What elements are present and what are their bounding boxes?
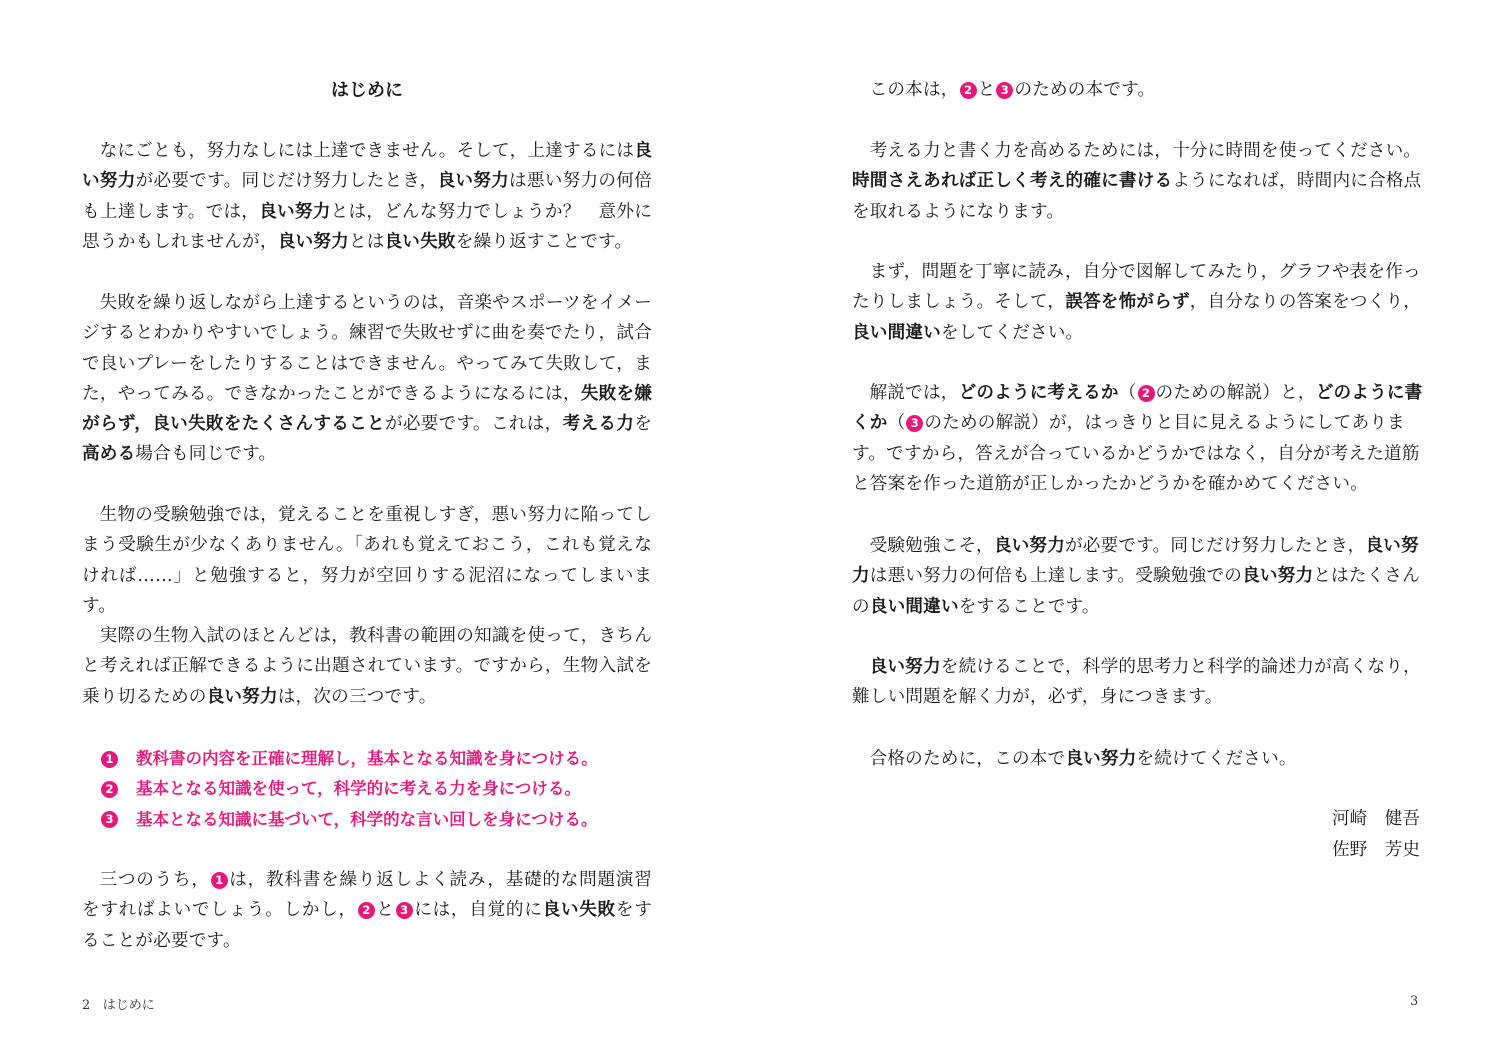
circled-number-icon: 2 — [960, 82, 977, 99]
right-paragraph-5: 受験勉強こそ，良い努力が必要です。同じだけ努力したとき，良い努力は悪い努力の何倍も上達します。受験勉強での良い努力とはたくさんの良い間違いをすることです。 — [852, 535, 1421, 617]
page-title: はじめに — [331, 80, 403, 101]
intro-paragraph-3: 生物の受験勉強では，覚えることを重視しすぎ，悪い努力に陥ってしまう受験生が少なくありません。「あれも覚えておこう，これも覚えなければ……」と勉強すると，努力が空回りする泥沼になってしまいます。 — [82, 505, 652, 616]
running-title: はじめに — [102, 998, 155, 1013]
circled-number-icon: 2 — [358, 902, 375, 919]
circled-number-icon: 2 — [101, 781, 118, 798]
page-number: 3 — [1410, 994, 1419, 1009]
author-name: 河崎 健吾 — [1332, 809, 1420, 829]
goal-text: 基本となる知識を使って，科学的に考える力を身につける。 — [136, 779, 581, 799]
right-paragraph-2: 考える力と書く力を高めるためには，十分に時間を使ってください。時間さえあれば正しく考え的確に書けるようになれば，時間内に合格点を取れるようになります。 — [852, 141, 1422, 222]
right-paragraph-7: 合格のために，この本で良い努力を続けてください。 — [869, 748, 1297, 769]
page-number: 2 — [82, 998, 91, 1013]
right-paragraph-4: 解説では，どのように考えるか（ 2 のための解説）と，どのように書くか（ 3 のための解説）が，はっきりと目に見えるようにしてあります。ですから，答えが合っているかどうかではなく，自分が考えた道筋と答案を作った道筋が正しかったかどうかを確かめてください。 — [852, 382, 1423, 494]
intro-paragraph-1: なにごとも，努力なしには上達できません。そして，上達するには良い努力が必要です。同じだけ努力したとき，良い努力は悪い努力の何倍も上達します。では，良い努力とは，どんな努力でしょうか？ 意外に思うかもしれませんが，良い努力とは良い失敗を繰り返すことです。 — [82, 140, 652, 252]
goal-text: 教科書の内容を正確に理解し，基本となる知識を身につける。 — [136, 749, 598, 768]
goal-text: 基本となる知識に基づいて，科学的な言い回しを身につける。 — [136, 809, 598, 829]
circled-number-icon: 1 — [101, 751, 118, 768]
circled-number-icon: 3 — [906, 415, 923, 432]
author-name: 佐野 芳史 — [1332, 840, 1420, 860]
intro-paragraph-2: 失敗を繰り返しながら上達するというのは，音楽やスポーツをイメージするとわかりやすいでしょう。練習で失敗せずに曲を奏でたり，試合で良いプレーをしたりすることはできません。やってみて失敗して，また，やってみる。できなかったことができるようになるには，失敗を嫌がらず，良い失敗をたくさんすることが必要です。これは，考える力を高める場合も同じです。 — [82, 293, 652, 465]
circled-number-icon: 2 — [1138, 385, 1155, 402]
intro-paragraph-5: 三つのうち， 1 は，教科書を繰り返しよく読み，基礎的な問題演習をすればよいでしょう。しかし， 2 と 3 には，自覚的に良い失敗をすることが必要です。 — [82, 870, 652, 951]
circled-number-icon: 1 — [211, 872, 228, 889]
circled-number-icon: 3 — [101, 811, 118, 828]
right-paragraph-6: 良い努力を続けることで，科学的思考力と科学的論述力が高くなり，難しい問題を解く力が，必ず，身につきます。 — [852, 656, 1421, 708]
right-paragraph-3: まず，問題を丁寧に読み，自分で図解してみたり，グラフや表を作ったりしましょう。そして，誤答を怖がらず，自分なりの答案をつくり，良い間違いをしてください。 — [852, 262, 1422, 343]
circled-number-icon: 3 — [996, 82, 1013, 99]
circled-number-icon: 3 — [396, 902, 413, 919]
intro-paragraph-4: 実際の生物入試のほとんどは，教科書の範囲の知識を使って，きちんと考えれば正解できるように出題されています。ですから，生物入試を乗り切るための良い努力は，次の三つです。 — [82, 626, 652, 707]
right-paragraph-1: この本は， 2 と 3 のための本です。 — [869, 80, 1156, 100]
